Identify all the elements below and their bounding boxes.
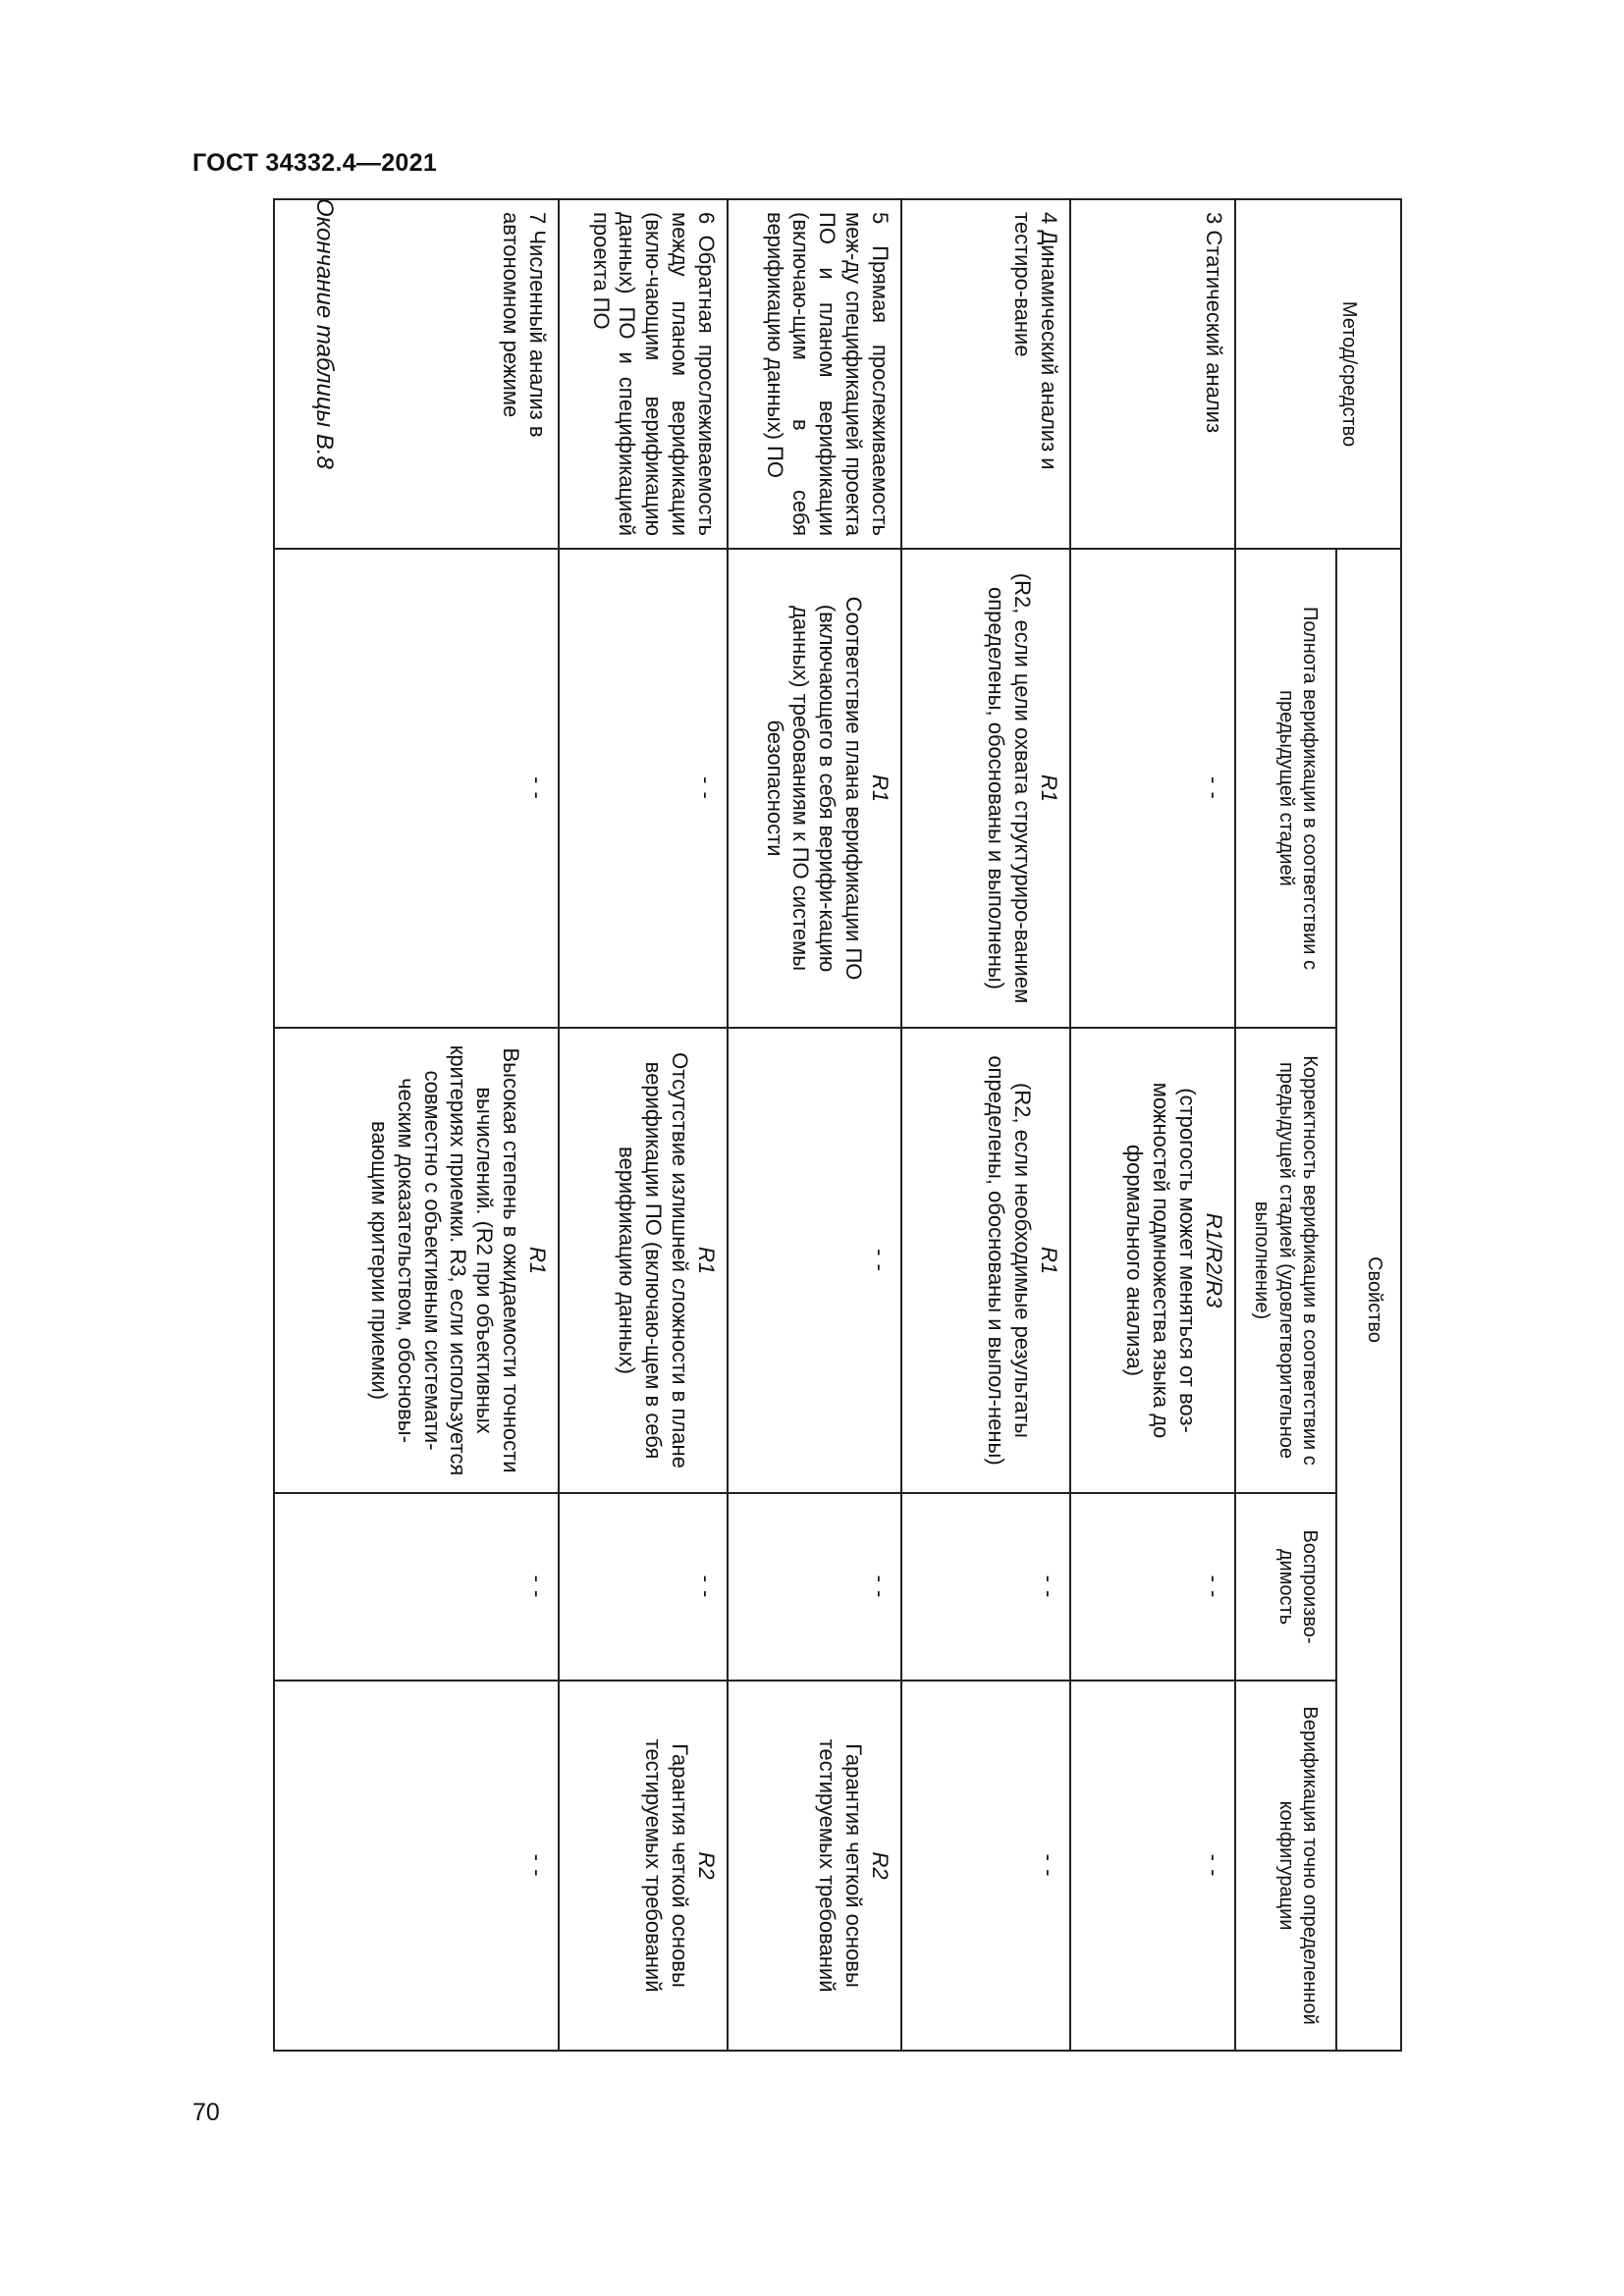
correctness-cell <box>901 1028 1070 1493</box>
reproducibility-cell <box>274 1493 559 1681</box>
cell-text: (R2, если необходимые результаты определены, обоснованы и выпол-нены) <box>984 1055 1035 1466</box>
cell-text: - - <box>524 1853 550 1878</box>
table-container <box>351 198 1402 2050</box>
configuration-cell <box>728 1681 901 2051</box>
cell-text: - - <box>1036 1575 1061 1599</box>
table-row <box>559 199 728 2051</box>
cell-text: - - <box>1036 1853 1061 1878</box>
method-cell: 3 Статический анализ <box>1070 199 1235 549</box>
cell-text: Гарантия четкой основы тестируемых требований <box>641 1738 692 1993</box>
reference-code: R1/R2/R3 <box>1201 1212 1226 1308</box>
cell-text: - - <box>693 1575 719 1599</box>
reproducibility-cell <box>1070 1493 1235 1681</box>
cell-text: Соответствие плана верификации ПО (включающего в себя верифи-кацию данных) требованиям к ПО системы безопасности <box>762 596 866 981</box>
completeness-cell <box>274 549 559 1028</box>
rotated-table-frame <box>276 198 1402 2050</box>
table-row <box>728 199 901 2051</box>
configuration-cell <box>1070 1681 1235 2051</box>
configuration-header: Верификация точно определенной конфигурации <box>1235 1681 1336 2051</box>
method-cell: 5 Прямая прослеживаемость меж-ду спецификацией проекта ПО и планом верификации (включаю-щим в себя верификацию данных) ПО <box>728 199 901 549</box>
reference-code: R2 <box>693 1851 719 1880</box>
cell-text: Высокая степень в ожидаемости точности вычислений. (R2 при объективных критериях приемки. R3, если используется совместно с объективным системати-ческим доказательством, обосновы-вающим критерии приемки) <box>366 1044 523 1476</box>
cell-text: Гарантия четкой основы тестируемых требований <box>815 1738 866 1993</box>
table-row <box>1070 199 1235 2051</box>
correctness-cell <box>728 1028 901 1493</box>
cell-text: - - <box>867 1575 893 1599</box>
reference-code: R1 <box>524 1246 550 1275</box>
reference-code: R2 <box>867 1851 893 1880</box>
correctness-cell <box>559 1028 728 1493</box>
page-number: 70 <box>192 2099 220 2126</box>
reference-code: R1 <box>1036 1246 1061 1275</box>
configuration-cell <box>559 1681 728 2051</box>
cell-text: - - <box>1201 1575 1226 1599</box>
reproducibility-cell <box>559 1493 728 1681</box>
method-cell: 6 Обратная прослеживаемость между планом верификации (вклю-чающим верификацию данных) ПО и спецификацией проекта ПО <box>559 199 728 549</box>
reproducibility-cell <box>901 1493 1070 1681</box>
table-row <box>901 199 1070 2051</box>
cell-text: - - <box>524 1575 550 1599</box>
property-group-header: Свойство <box>1336 549 1401 2051</box>
reference-code: R1 <box>867 774 893 803</box>
reference-code: R1 <box>693 1246 719 1275</box>
completeness-cell <box>901 549 1070 1028</box>
method-cell: 7 Численный анализ в автономном режиме <box>274 199 559 549</box>
configuration-cell <box>901 1681 1070 2051</box>
cell-text: - - <box>1201 776 1226 800</box>
method-column-header: Метод/средство <box>1235 199 1401 549</box>
completeness-cell <box>728 549 901 1028</box>
completeness-cell <box>559 549 728 1028</box>
cell-text: - - <box>1201 1853 1226 1878</box>
table-row <box>274 199 559 2051</box>
method-cell: 4 Динамический анализ и тестиро-вание <box>901 199 1070 549</box>
completeness-header: Полнота верификации в соответствии с предыдущей стадией <box>1235 549 1336 1028</box>
cell-text: (R2, если цели охвата структуриро-ванием определены, обоснованы и выполнены) <box>984 572 1035 1004</box>
configuration-cell <box>274 1681 559 2051</box>
correctness-header: Корректность верификации в соответствии с предыдущей стадией (удовлетворительное выполнение) <box>1235 1028 1336 1493</box>
cell-text: - - <box>524 776 550 800</box>
completeness-cell <box>1070 549 1235 1028</box>
reproducibility-header: Воспроизво-димость <box>1235 1493 1336 1681</box>
table-body <box>274 199 1235 2051</box>
correctness-cell <box>274 1028 559 1493</box>
document-header: ГОСТ 34332.4—2021 <box>192 149 438 177</box>
cell-text: Отсутствие излишней сложности в плане верификации ПО (включаю-щем в себя верификацию данных) <box>615 1052 692 1468</box>
cell-text: (строгость может меняться от воз-можностей подмножества языка до формального анализа) <box>1122 1082 1200 1439</box>
cell-text: - - <box>693 776 719 800</box>
table-caption: Окончание таблицы В.8 <box>311 198 338 469</box>
reproducibility-cell <box>728 1493 901 1681</box>
cell-text: - - <box>867 1249 893 1272</box>
reference-code: R1 <box>1036 774 1061 803</box>
properties-table <box>273 198 1402 2052</box>
correctness-cell <box>1070 1028 1235 1493</box>
